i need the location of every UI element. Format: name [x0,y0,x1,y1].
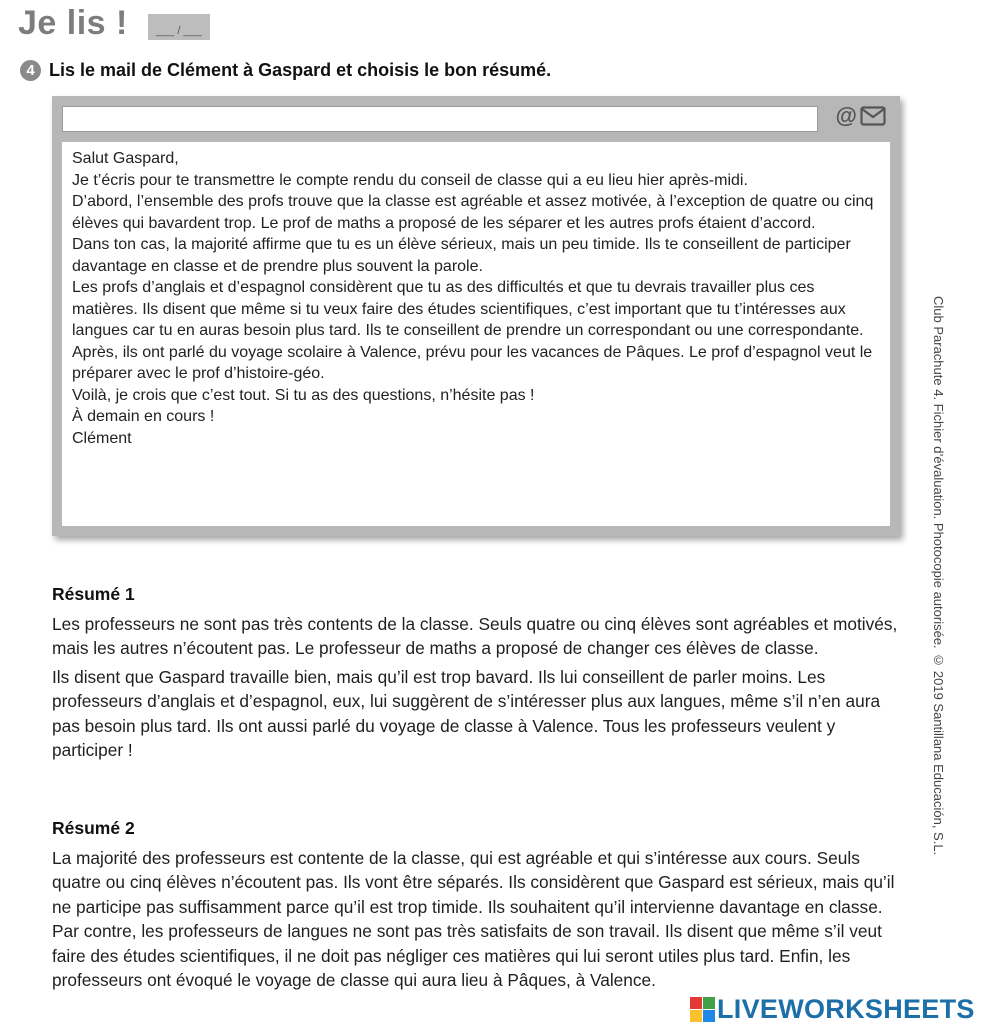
email-paragraph: Voilà, je crois que c’est tout. Si tu as des questions, n’hésite pas ! [72,386,535,404]
instruction-text: Lis le mail de Clément à Gaspard et choisis le bon résumé. [49,60,552,80]
liveworksheets-logo-icon [690,997,715,1022]
email-paragraph: Je t’écris pour te transmettre le compte rendu du conseil de classe qui a eu lieu hier après-midi. [72,171,748,189]
email-paragraph: D’abord, l’ensemble des profs trouve que la classe est agréable et assez motivée, à l’exception de quatre ou cinq élèves qui bavardent trop. Le prof de maths a proposé de les séparer et les autres profs étaient d’accord. [72,193,874,232]
score-box: ___ / ___ [148,14,210,40]
email-paragraph: Après, ils ont parlé du voyage scolaire à Valence, prévu pour les vacances de Pâques. Le prof d’espagnol veut le préparer avec le prof d’histoire-géo. [72,343,873,382]
page-title: Je lis ! [18,4,128,42]
resume-1-paragraph: Les professeurs ne sont pas très contents de la classe. Seuls quatre ou cinq élèves sont agréables et motivés, mais les autres n’écoutent pas. Le professeur de maths a proposé de changer ces élèves de classe. [52,613,898,658]
resume-2-title: Résumé 2 [52,818,135,838]
at-sign-icon: @ [835,103,857,128]
resume-2-paragraph: La majorité des professeurs est contente de la classe, qui est agréable et qui s’intéresse aux cours. Seuls quatre ou cinq élèves n’écoutent pas. Ils vont être séparés. Ils considèrent que Gaspard est sérieux, mais qu’il ne participe pas suffisamment parce qu’il est trop timide. Ils souhaitent qu’il intervienne davantage en classe. Par contre, les professeurs de langues ne sont pas très satisfaits de son travail. Ils disent que même s’il veut faire des études scientifiques, il ne doit pas négliger ces matières qui lui seront utiles plus tard. Enfin, les professeurs ont évoqué le voyage de classe qui aura lieu à Pâques, à Valence. [52,847,895,990]
resume-2 [52,816,902,993]
copyright-credit: Club Parachute 4. Fichier d’évaluation. Photocopie autorisée. © 2019 Santillana Educación, S.L. [931,296,946,856]
logo-square-blue [703,1010,715,1022]
resume-1-title: Résumé 1 [52,584,135,604]
resume-1 [52,582,902,763]
logo-square-green [703,997,715,1009]
exercise-number-badge: 4 [20,60,41,81]
email-body [62,142,890,526]
email-address-bar [62,106,818,132]
logo-square-red [690,997,702,1009]
email-paragraph: Dans ton cas, la majorité affirme que tu es un élève sérieux, mais un peu timide. Ils te conseillent de participer davantage en classe et de prendre plus souvent la parole. [72,236,851,275]
envelope-icon [860,106,886,126]
liveworksheets-logo[interactable] [690,994,975,1025]
resume-1-paragraph: Ils disent que Gaspard travaille bien, mais qu’il est trop bavard. Ils lui conseillent de parler moins. Les professeurs d’anglais et d’espagnol, eux, lui suggèrent de s’intéresser plus aux langues, même s’il n’en aura pas besoin plus tard. Ils ont aussi parlé du voyage de classe à Valence. Tous les professeurs veulent y participer ! [52,666,881,760]
brand-name: LIVEWORKSHEETS [717,994,975,1024]
email-icons [836,105,886,127]
email-signature: Clément [72,429,132,447]
email-paragraph: Les profs d’anglais et d’espagnol considèrent que tu as des difficultés et que tu devrais travailler plus ces matières. Ils disent que même si tu veux faire des études scientifiques, c’est important que tu t’intéresses aux langues car tu en auras besoin plus tard. Ils te conseillent de prendre un correspondant ou une correspondante. [72,279,864,339]
email-closing: À demain en cours ! [72,408,215,425]
email-window [52,96,900,536]
logo-square-yellow [690,1010,702,1022]
exercise-instruction [20,60,551,81]
page-header [18,4,210,43]
email-greeting: Salut Gaspard, [72,150,179,167]
